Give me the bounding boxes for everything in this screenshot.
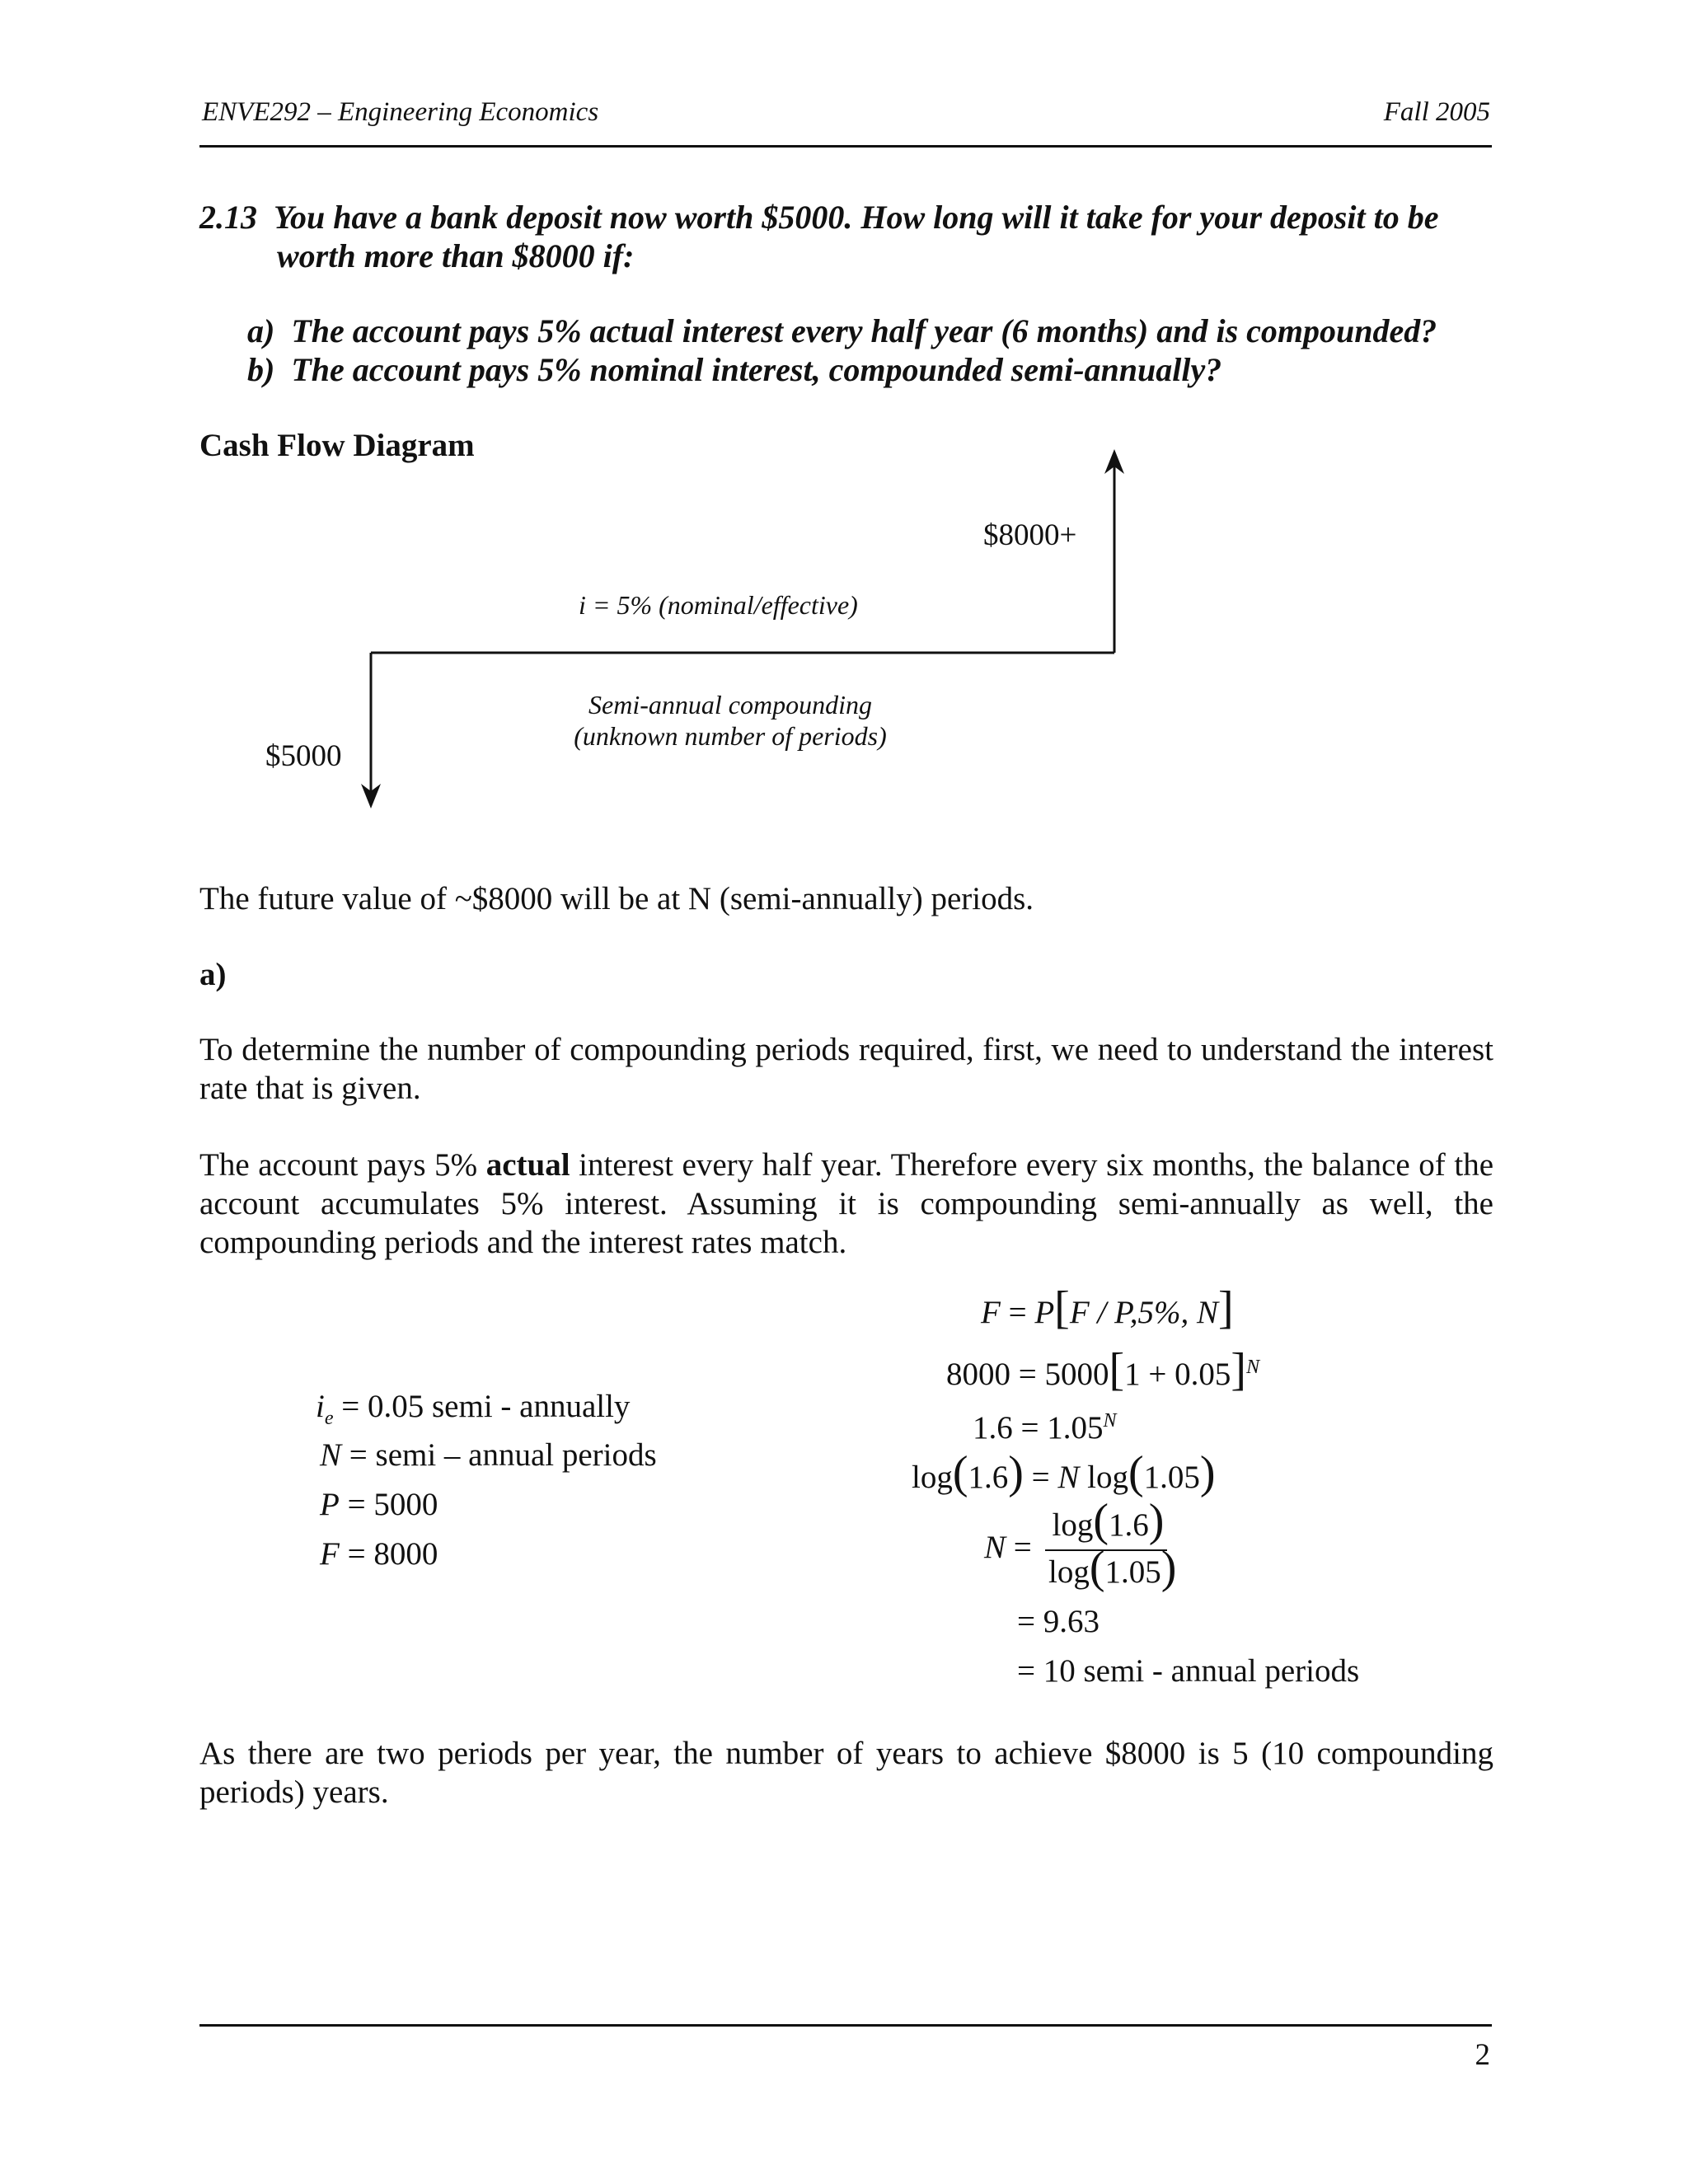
part-a-label: a) [247, 312, 275, 349]
footer-rule [199, 2024, 1492, 2027]
fraction-numerator: log(1.6) [1052, 1495, 1165, 1546]
paragraph-actual-interest [199, 1146, 1493, 1262]
part-b-text: The account pays 5% nominal interest, compounded semi-annually? [291, 351, 1222, 388]
given-P-value: = 5000 [347, 1487, 438, 1522]
term-label: Fall 2005 [1383, 97, 1490, 127]
given-N-value: = semi – annual periods [349, 1437, 657, 1473]
part-a-heading: a) [199, 957, 227, 992]
result-rounded: = 10 semi - annual periods [1017, 1653, 1360, 1689]
fraction-bar [1045, 1549, 1167, 1551]
fraction-denominator-arg: 1.05 [1104, 1554, 1161, 1590]
part-b-label: b) [247, 351, 275, 388]
conclusion-paragraph: As there are two periods per year, the number of years to achieve $8000 is 5 (10 compounding periods) years. [199, 1736, 1493, 1810]
equation-4-log-a: log [912, 1460, 953, 1495]
equation-1-factor: F / P,5%, N [1069, 1295, 1219, 1330]
equation-3-text: 1.6 = 1.05 [973, 1410, 1104, 1446]
problem-line-2: worth more than $8000 if: [277, 237, 635, 274]
problem-number: 2.13 [199, 199, 257, 236]
given-F: F = 8000 [320, 1536, 438, 1572]
equation-2-inner: 1 + 0.05 [1124, 1357, 1231, 1392]
equation-4-arg-a: 1.6 [968, 1460, 1009, 1495]
compounding-line-2: (unknown number of periods) [574, 721, 887, 751]
para2-bold: actual [485, 1147, 570, 1183]
given-F-value: = 8000 [347, 1536, 438, 1572]
equation-2-lhs: 8000 = 5000 [946, 1357, 1109, 1392]
result-decimal: = 9.63 [1017, 1604, 1100, 1639]
para2-after: interest every half year. Therefore every six months, the balance of the account accumulates 5% interest. Assuming it is compounding semi-annually as well, the compounding periods and the interest rates match. [199, 1147, 1493, 1260]
diagram-heading: Cash Flow Diagram [199, 428, 475, 463]
equation-3: $1.6 = 1.05^N$ [973, 1410, 1117, 1446]
part-a-text: The account pays 5% actual interest every half year (6 months) and is compounded? [291, 312, 1437, 349]
problem-line-1: You have a bank deposit now worth $5000. How long will it take for your deposit to be [274, 199, 1439, 236]
equation-4: log(1.6) = N log(1.05) [912, 1447, 1216, 1498]
equation-4-eq: = [1023, 1460, 1058, 1495]
page-number: 2 [1475, 2038, 1490, 2072]
future-value-label: $8000+ [983, 518, 1077, 552]
given-P: P = 5000 [320, 1487, 438, 1522]
given-N: N = semi – annual periods [320, 1437, 657, 1473]
equation-2: $8000 = 5000[1 + 0.05]^N$ [946, 1344, 1260, 1395]
given-ie: $i_e = 0.05$ semi - annually [316, 1389, 631, 1429]
present-value-label: $5000 [265, 739, 342, 773]
compounding-line-1: Semi-annual compounding [588, 690, 872, 719]
para2-before: The account pays 5% [199, 1147, 486, 1183]
compounding-note [565, 689, 895, 752]
equation-1: F = P[F / P,5%, N] [981, 1282, 1234, 1333]
fraction-numerator-arg: 1.6 [1109, 1507, 1149, 1543]
interest-rate-label: i = 5% (nominal/effective) [579, 590, 858, 620]
fraction-denominator: log(1.05) [1048, 1542, 1177, 1593]
intro-sentence: The future value of ~$8000 will be at N (semi-annually) periods. [199, 881, 1034, 916]
equation-4-arg-b: 1.05 [1143, 1460, 1200, 1495]
paragraph-interest-rate: To determine the number of compounding periods required, first, we need to understand the interest rate that is given. [199, 1032, 1493, 1106]
given-ie-value: = 0.05 semi - annually [341, 1389, 631, 1424]
equation-4-log-b: log [1087, 1460, 1129, 1495]
course-title: ENVE292 – Engineering Economics [202, 97, 599, 127]
fraction-lhs: N = [984, 1530, 1032, 1565]
